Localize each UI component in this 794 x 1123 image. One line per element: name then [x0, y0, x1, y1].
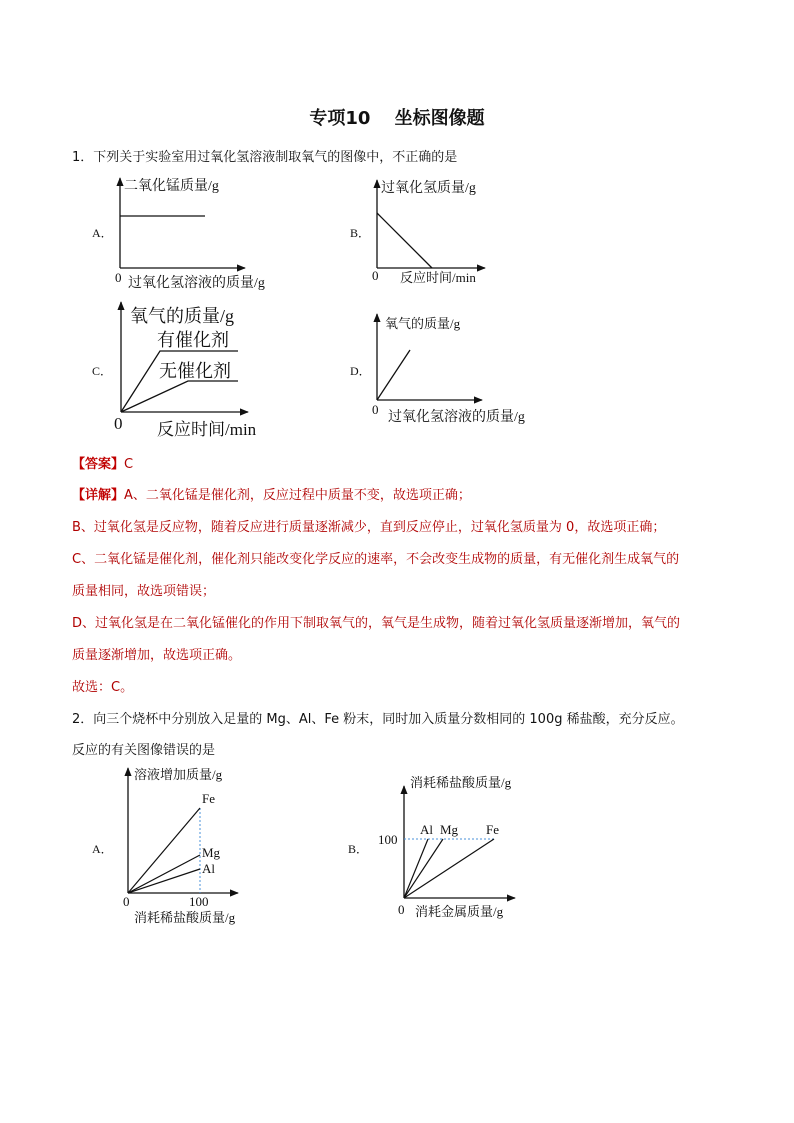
series-label-al: Al [420, 822, 433, 837]
y-axis-label: 消耗稀盐酸质量/g [410, 775, 512, 790]
origin-label: 0 [114, 414, 123, 433]
series-label-without-catalyst: 无催化剂 [159, 361, 231, 381]
q1-option-d-label[interactable]: D． [350, 364, 371, 378]
q1-option-b-label[interactable]: B． [350, 226, 371, 240]
explain-b: B、过氧化氢是反应物，随着反应进行质量逐渐减少，直到反应停止，过氧化氢质量为 0，故选项正确； [72, 520, 666, 535]
series-line-fe [128, 808, 200, 893]
x-axis-label: 消耗稀盐酸质量/g [134, 910, 236, 925]
x-axis-label: 过氧化氢溶液的质量/g [128, 276, 265, 291]
x-axis-label: 反应时间/min [400, 270, 476, 285]
explain-d-1: D、过氧化氢是在二氧化锰催化的作用下制取氧气的，氧气是生成物，随着过氧化氢质量逐渐增加，氧气的 [72, 616, 681, 631]
page-title: 专项10 坐标图像题 [309, 108, 485, 129]
q1-answer-line [72, 453, 133, 472]
q2-option-a-label[interactable]: A． [92, 842, 113, 856]
origin-label: 0 [115, 270, 122, 285]
question-2-stem-1: 2．向三个烧杯中分别放入足量的 Mg、Al、Fe 粉末，同时加入质量分数相同的 100g 稀盐酸，充分反应。 [72, 712, 684, 727]
q1-explain-a-line [72, 484, 471, 503]
q1-graph-c [114, 302, 257, 439]
x-axis-label: 消耗金属质量/g [415, 904, 504, 919]
series-line-mg [128, 855, 200, 893]
y-axis-label: 二氧化锰质量/g [124, 179, 219, 194]
origin-label: 0 [123, 894, 130, 909]
q2-graph-b [378, 775, 515, 919]
explain-c-1: C、二氧化锰是催化剂，催化剂只能改变化学反应的速率，不会改变生成物的质量，有无催化剂生成氧气的 [72, 552, 680, 567]
series-line [377, 213, 432, 268]
origin-label: 0 [372, 268, 379, 283]
series-label-mg: Mg [440, 822, 459, 837]
q2-option-b-label[interactable]: B． [348, 842, 369, 856]
question-1-stem: 1．下列关于实验室用过氧化氢溶液制取氧气的图像中，不正确的是 [72, 150, 458, 165]
series-line-mg [404, 839, 443, 898]
explain-a: A、二氧化锰是催化剂，反应过程中质量不变，故选项正确； [124, 488, 471, 503]
q1-option-a-label[interactable]: A． [92, 226, 113, 240]
origin-label: 0 [398, 902, 405, 917]
series-line-fe [404, 839, 494, 898]
series-line [377, 350, 410, 400]
q1-graph-a [115, 178, 265, 291]
y-tick-100: 100 [378, 832, 398, 847]
x-tick-100: 100 [189, 894, 209, 909]
series-label-fe: Fe [486, 822, 499, 837]
q1-graph-b [372, 180, 485, 285]
question-2-stem-2: 反应的有关图像错误的是 [72, 743, 216, 758]
y-axis-label: 氧气的质量/g [130, 306, 235, 326]
explain-tag: 【详解】 [72, 488, 125, 503]
explain-d-2: 质量逐渐增加，故选项正确。 [72, 648, 242, 663]
x-axis-label: 反应时间/min [157, 420, 257, 439]
q1-conclusion: 故选：C。 [72, 680, 134, 695]
y-axis-label: 过氧化氢质量/g [381, 181, 476, 196]
series-label-fe: Fe [202, 791, 215, 806]
answer-tag: 【答案】 [72, 457, 125, 472]
series-line-al [404, 839, 428, 898]
x-axis-label: 过氧化氢溶液的质量/g [388, 410, 525, 425]
explain-c-2: 质量相同，故选项错误； [72, 584, 216, 599]
y-axis-label: 溶液增加质量/g [134, 767, 223, 782]
series-label-with-catalyst: 有催化剂 [157, 330, 229, 350]
q1-option-c-label[interactable]: C． [92, 364, 113, 378]
q1-graph-d [372, 314, 525, 425]
origin-label: 0 [372, 402, 379, 417]
q2-graph-a [123, 767, 238, 925]
y-axis-label: 氧气的质量/g [385, 316, 461, 331]
series-label-mg: Mg [202, 845, 221, 860]
series-label-al: Al [202, 861, 215, 876]
answer-value: C [124, 457, 134, 472]
